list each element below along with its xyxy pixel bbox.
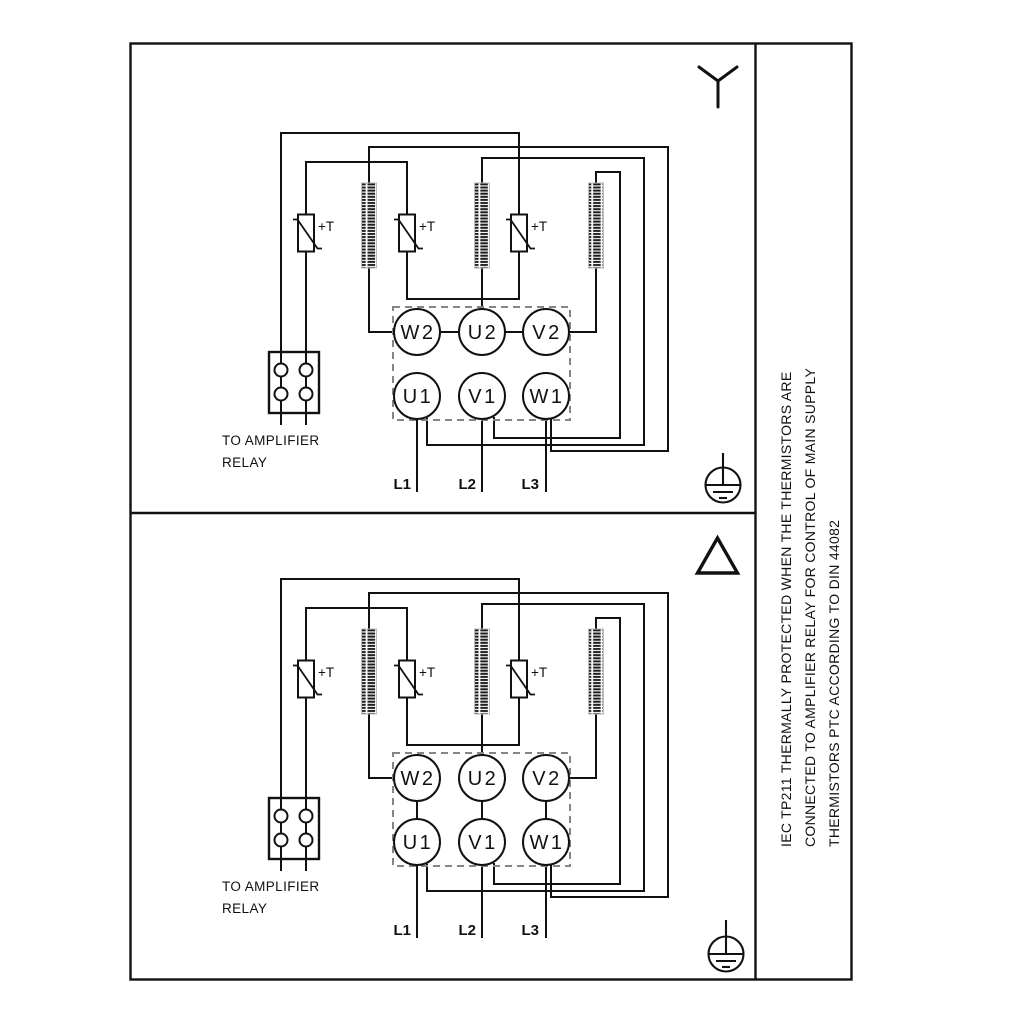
earth-ground-icon <box>706 453 741 503</box>
thermistor-icon <box>506 215 547 252</box>
relay-terminal-block <box>269 798 319 859</box>
sidebar-note-line3: THERMISTORS PTC ACCORDING TO DIN 44082 <box>826 519 842 847</box>
thermistor-label: +T <box>531 219 548 234</box>
winding-coil-1 <box>362 629 377 714</box>
star-connection-icon <box>699 67 737 107</box>
thermistor-icon <box>293 661 334 698</box>
delta-connection-icon <box>698 538 738 573</box>
supply-label-l1: L1 <box>393 922 411 939</box>
thermistor-label: +T <box>318 665 335 680</box>
terminal-label: V2 <box>532 322 562 344</box>
delta-links <box>417 801 546 819</box>
thermistor-label: +T <box>318 219 335 234</box>
panel-delta <box>222 538 744 972</box>
winding-coil-3 <box>589 629 604 714</box>
supply-label-l2: L2 <box>458 476 476 493</box>
winding-coil-3 <box>589 183 604 268</box>
winding-coil-2 <box>475 629 490 714</box>
terminal-label: W2 <box>400 322 436 344</box>
thermistor-icon <box>293 215 334 252</box>
supply-label-l3: L3 <box>521 922 539 939</box>
thermistor-label: +T <box>531 665 548 680</box>
terminal-label: W1 <box>529 832 565 854</box>
terminal-label: U1 <box>402 832 434 854</box>
earth-ground-icon <box>709 920 744 972</box>
terminal-label: U2 <box>467 322 499 344</box>
relay-note-line1: TO AMPLIFIER <box>222 433 320 448</box>
supply-label-l2: L2 <box>458 922 476 939</box>
terminal-label: U1 <box>402 386 434 408</box>
relay-note-line2: RELAY <box>222 901 268 916</box>
terminal-label: W1 <box>529 386 565 408</box>
thermistor-icon <box>394 661 435 698</box>
supply-label-l3: L3 <box>521 476 539 493</box>
thermistor-label: +T <box>419 665 436 680</box>
relay-note-line2: RELAY <box>222 455 268 470</box>
thermistors <box>293 661 547 698</box>
relay-note-line1: TO AMPLIFIER <box>222 879 320 894</box>
sidebar-note-line1: IEC TP211 THERMALLY PROTECTED WHEN THE THERMISTORS ARE <box>778 371 794 847</box>
thermistors <box>293 215 547 252</box>
supply-label-l1: L1 <box>393 476 411 493</box>
thermistor-label: +T <box>419 219 436 234</box>
panel-star <box>222 67 741 503</box>
terminal-label: W2 <box>400 768 436 790</box>
terminal-board <box>393 307 570 420</box>
winding-coil-1 <box>362 183 377 268</box>
sidebar-note-line2: CONNECTED TO AMPLIFIER RELAY FOR CONTROL OF MAIN SUPPLY <box>802 367 818 847</box>
terminal-label: V2 <box>532 768 562 790</box>
winding-coils <box>362 629 604 714</box>
winding-coil-2 <box>475 183 490 268</box>
terminal-label: U2 <box>467 768 499 790</box>
thermistor-icon <box>394 215 435 252</box>
relay-terminal-block <box>269 352 319 413</box>
terminal-label: V1 <box>468 386 498 408</box>
winding-coils <box>362 183 604 268</box>
thermistor-icon <box>506 661 547 698</box>
sidebar-note <box>778 368 842 847</box>
terminal-label: V1 <box>468 832 498 854</box>
